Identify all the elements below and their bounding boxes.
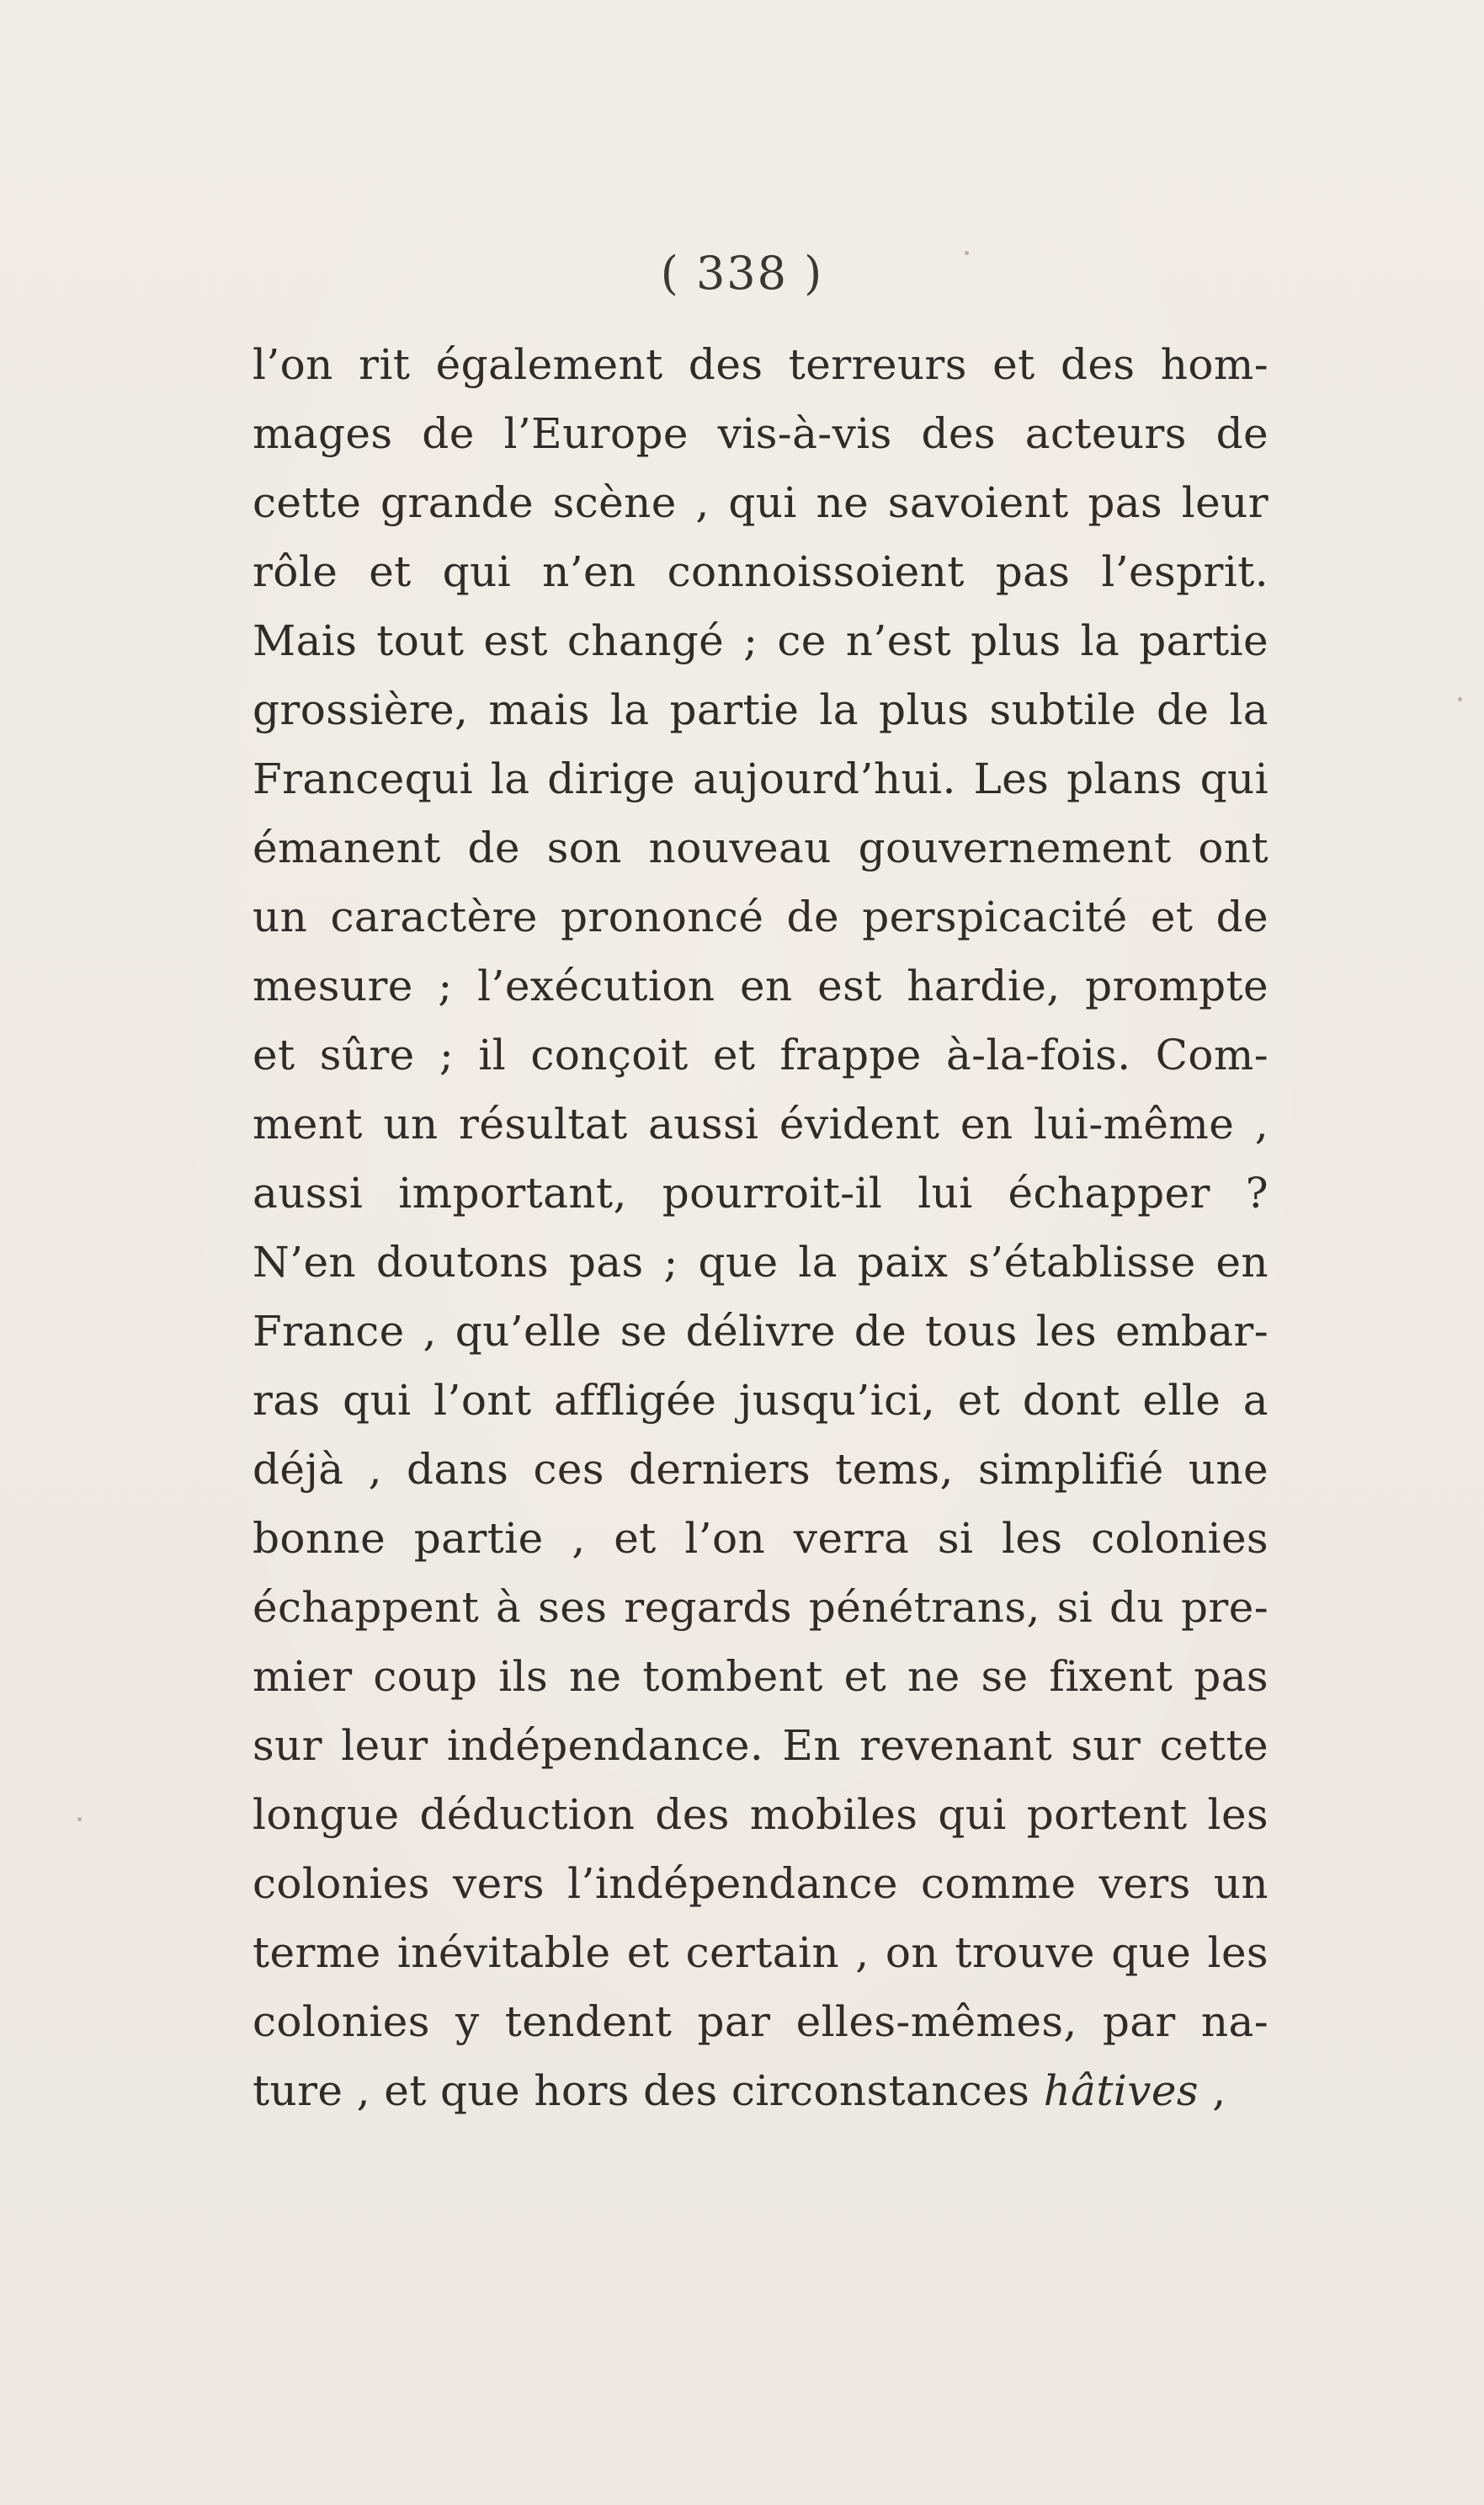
text-line: ras qui l’ont affligée jusqu’ici, et dont elle a <box>253 1376 1269 1425</box>
text-line: et sûre ; il conçoit et frappe à-la-fois. Com- <box>253 1031 1269 1079</box>
text-line: terme inévitable et certain , on trouve que les <box>253 1928 1269 1977</box>
text-line: colonies vers l’indépendance comme vers un <box>253 1859 1269 1908</box>
text-line: mier coup ils ne tombent et ne se fixent pas <box>253 1652 1269 1701</box>
paper-speck <box>77 1817 82 1821</box>
text-line: N’en doutons pas ; que la paix s’établisse en <box>253 1238 1269 1287</box>
body-text <box>253 330 1269 2125</box>
text-line: sur leur indépendance. En revenant sur cette <box>253 1721 1269 1770</box>
text-line: déjà , dans ces derniers tems, simplifié une <box>253 1445 1269 1494</box>
text-line: colonies y tendent par elles-mêmes, par na- <box>253 1997 1269 2046</box>
text-line: aussi important, pourroit-il lui échapper ? <box>253 1169 1269 1218</box>
text-line: grossière, mais la partie la plus subtile de la <box>253 685 1269 734</box>
paper-speck <box>1458 697 1462 701</box>
text-line: mesure ; l’exécution en est hardie, prompte <box>253 962 1269 1010</box>
paper-speck <box>965 251 969 255</box>
text-line: bonne partie , et l’on verra si les colonies <box>253 1514 1269 1563</box>
text-line: longue déduction des mobiles qui portent les <box>253 1790 1269 1839</box>
text-line: France , qu’elle se délivre de tous les embar- <box>253 1307 1269 1356</box>
text-line: émanent de son nouveau gouvernement ont <box>253 823 1269 872</box>
text-line: mages de l’Europe vis-à-vis des acteurs de <box>253 409 1269 458</box>
text-line-last-start: ture , et que hors des circonstances <box>253 2066 1044 2115</box>
text-line-last-end: , <box>1198 2066 1226 2115</box>
text-line: cette grande scène , qui ne savoient pas leur <box>253 478 1269 527</box>
text-line: rôle et qui n’en connoissoient pas l’esprit. <box>253 547 1269 596</box>
italic-word: hâtives <box>1043 2066 1199 2115</box>
text-line-last <box>253 2056 1269 2125</box>
text-line: Francequi la dirige aujourd’hui. Les plans qui <box>253 754 1269 803</box>
text-line: Mais tout est changé ; ce n’est plus la partie <box>253 616 1269 665</box>
text-line: ment un résultat aussi évident en lui-même , <box>253 1100 1269 1149</box>
text-line: échappent à ses regards pénétrans, si du pre- <box>253 1583 1269 1632</box>
page-number: ( 338 ) <box>660 247 824 300</box>
text-line: l’on rit également des terreurs et des hom- <box>253 340 1269 389</box>
text-line: un caractère prononcé de perspicacité et de <box>253 893 1269 941</box>
